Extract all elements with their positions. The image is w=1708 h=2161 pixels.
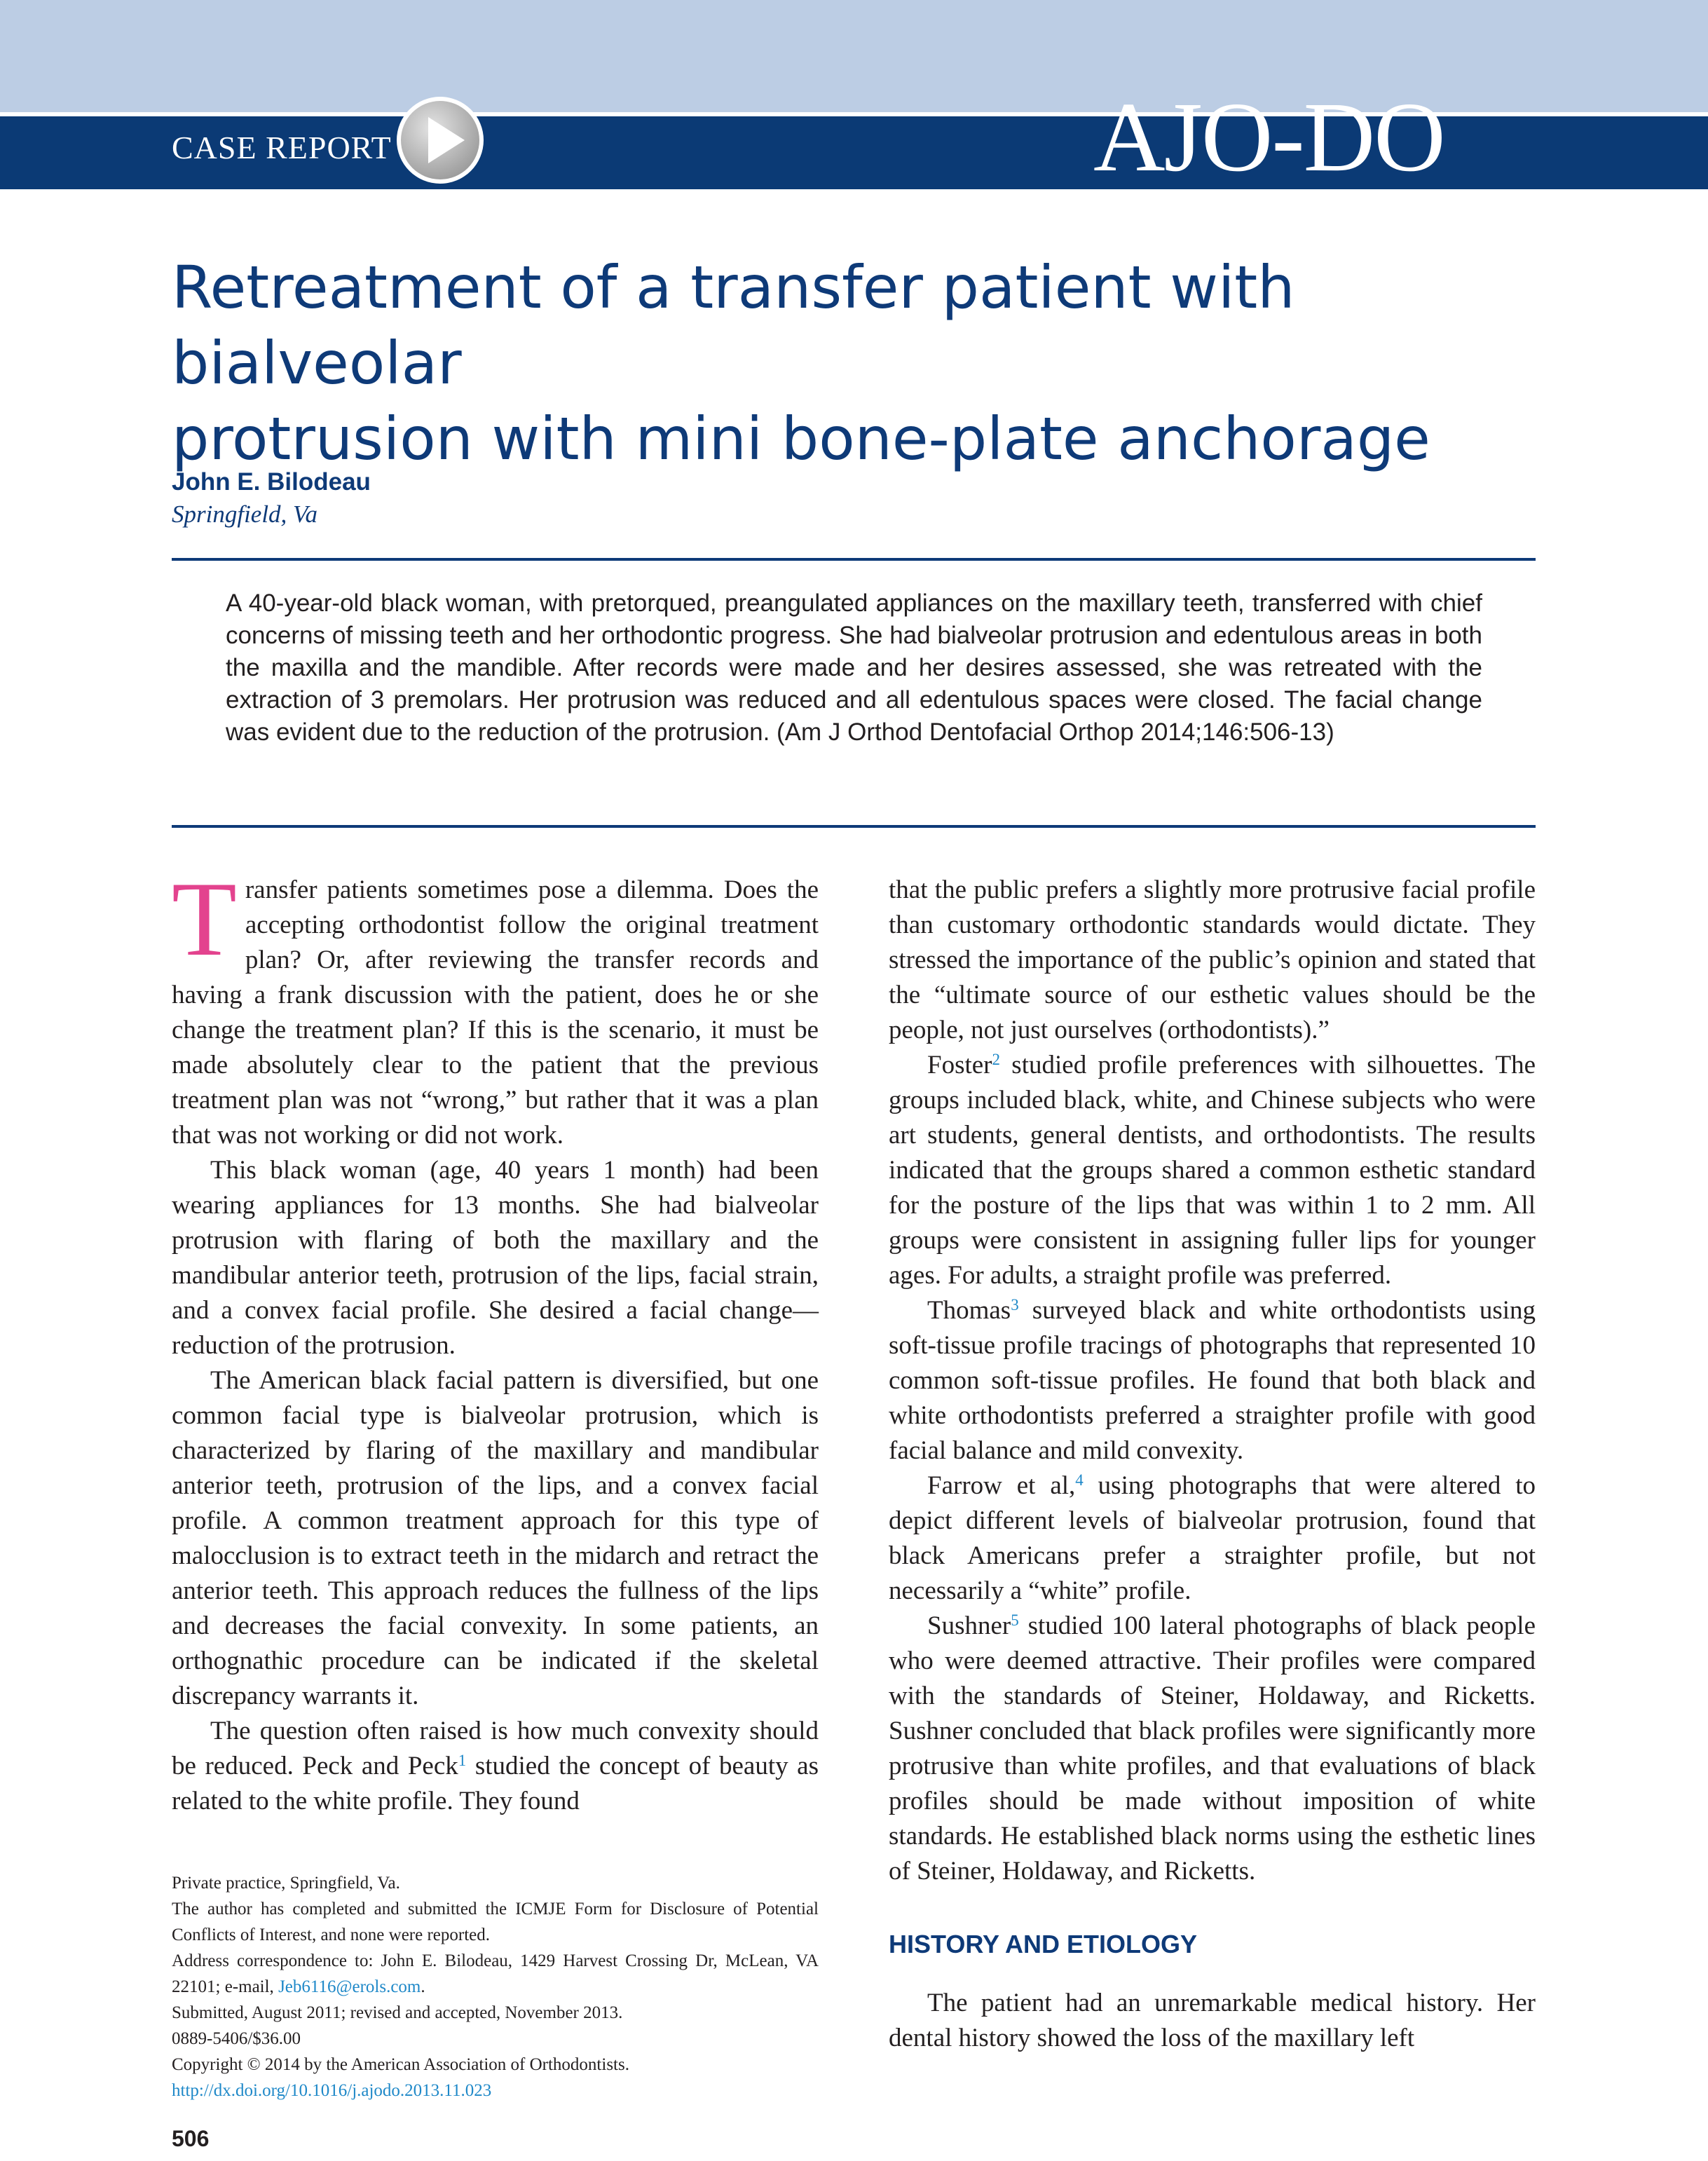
paragraph: This black woman (age, 40 years 1 month) had been wearing appliances for 13 months. She had bialveolar protrusion with flaring of both the maxillary and the mandibular anterior teeth, protrusion of the lips, facial strain, and a convex facial profile. She desired a facial change—reduction of the protrusion. <box>172 1156 819 1360</box>
email-link[interactable]: Jeb6116@erols.com <box>278 1977 421 1996</box>
footnote-copyright: Copyright © 2014 by the American Association of Orthodontists. <box>172 2055 629 2074</box>
paragraph-text: using photographs that were altered to depict different levels of bialveolar protrusion, found that black Americans prefer a straighter profile, but not necessarily a “white” profile. <box>889 1471 1536 1605</box>
article-title <box>172 250 1573 477</box>
abstract-top-rule <box>172 558 1536 561</box>
author-affiliation: Springfield, Va <box>172 500 318 528</box>
footnote-disclosure: The author has completed and submitted the ICMJE Form for Disclosure of Potential Conflicts of Interest, and none were reported. <box>172 1900 819 1944</box>
paragraph-text: Thomas <box>927 1296 1011 1325</box>
reference-link[interactable]: 5 <box>1011 1611 1019 1629</box>
author-name: John E. Bilodeau <box>172 468 371 496</box>
footnote-issn: 0889-5406/$36.00 <box>172 2029 301 2048</box>
section-label: CASE REPORT <box>172 130 392 165</box>
page-number: 506 <box>172 2126 210 2151</box>
drop-cap: T <box>172 860 237 978</box>
footnote-address <box>172 1948 819 2000</box>
body-column-left <box>172 860 819 1819</box>
paragraph <box>889 1293 1536 1468</box>
reference-link[interactable]: 3 <box>1011 1296 1019 1314</box>
reference-link[interactable]: 2 <box>992 1051 1000 1068</box>
section-heading: HISTORY AND ETIOLOGY <box>889 1930 1198 1958</box>
footnote-practice: Private practice, Springfield, Va. <box>172 1874 400 1893</box>
paragraph-text: studied the concept of beauty as related to the white profile. They found <box>172 1752 819 1815</box>
footnote-address-text: Address correspondence to: John E. Bilodeau, 1429 Harvest Crossing Dr, McLean, VA 22101; e-mail, <box>172 1951 819 1996</box>
paragraph <box>889 1468 1536 1609</box>
paragraph-text: Sushner <box>927 1611 1011 1640</box>
body-column-right <box>889 873 1536 2056</box>
footnote-submitted: Submitted, August 2011; revised and accepted, November 2013. <box>172 2003 623 2022</box>
paragraph: The patient had an unremarkable medical history. Her dental history showed the loss of the maxillary left <box>889 1989 1536 2052</box>
play-icon[interactable] <box>395 95 486 186</box>
paragraph-text: surveyed black and white orthodontists using soft-tissue profile tracings of photographs that represented 10 common soft-tissue profiles. He found that both black and white orthodontists preferred a straighter profile with good facial balance and mild convexity. <box>889 1296 1536 1465</box>
header-top-band <box>0 0 1708 112</box>
footnotes <box>172 1870 819 2104</box>
paragraph <box>889 1048 1536 1293</box>
journal-logo: AJO-DO <box>1093 81 1444 192</box>
paragraph: The American black facial pattern is diversified, but one common facial type is bialveolar protrusion, which is characterized by flaring of the maxillary and mandibular anterior teeth, protrusion of the lips, and a convex facial profile. A common treatment approach for this type of malocclusion is to extract teeth in the midarch and retract the anterior teeth. This approach reduces the fullness of the lips and decreases the facial convexity. In some patients, an orthognathic procedure can be indicated if the skeletal discrepancy warrants it. <box>172 1366 819 1710</box>
paragraph: that the public prefers a slightly more protrusive facial profile than customary orthodontic standards would dictate. They stressed the importance of the public’s opinion and stated that the “ultimate source of our esthetic values should be the people, not just ourselves (orthodontists).” <box>889 875 1536 1044</box>
paragraph-text: ransfer patients sometimes pose a dilemma. Does the accepting orthodontist follow the original treatment plan? Or, after reviewing the transfer records and having a frank discussion with the patient, does he or she change the treatment plan? If this is the scenario, it must be made absolutely clear to the patient that the previous treatment plan was not “wrong,” but rather that it was a plan that was not working or did not work. <box>172 875 819 1150</box>
paragraph-text: Foster <box>927 1051 992 1079</box>
paragraph-text: studied 100 lateral photographs of black people who were deemed attractive. Their profiles were compared with the standards of Steiner, Holdaway, and Ricketts. Sushner concluded that black profiles were significantly more protrusive than white profiles, and that evaluations of black profiles should be made without imposition of white standards. He established black norms using the esthetic lines of Steiner, Holdaway, and Ricketts. <box>889 1611 1536 1886</box>
paragraph-text: studied profile preferences with silhouettes. The groups included black, white, and Chinese subjects who were art students, general dentists, and orthodontists. The results indicated that the groups shared a common esthetic standard for the posture of the lips that was within 1 to 2 mm. All groups were consistent in assigning fuller lips for younger ages. For adults, a straight profile was preferred. <box>889 1051 1536 1290</box>
reference-link[interactable]: 1 <box>458 1752 467 1769</box>
abstract: A 40-year-old black woman, with pretorqued, preangulated appliances on the maxillary teeth, transferred with chief concerns of missing teeth and her orthodontic progress. She had bialveolar protrusion and edentulous areas in both the maxilla and the mandible. After records were made and her desires assessed, she was retreated with the extraction of 3 premolars. Her protrusion was reduced and all edentulous spaces were closed. The facial change was evident due to the reduction of the protrusion. (Am J Orthod Dentofacial Orthop 2014;146:506-13) <box>226 589 1482 746</box>
abstract-bottom-rule <box>172 825 1536 828</box>
doi-link[interactable]: http://dx.doi.org/10.1016/j.ajodo.2013.11.023 <box>172 2081 492 2100</box>
reference-link[interactable]: 4 <box>1075 1471 1084 1489</box>
title-line-1: Retreatment of a transfer patient with bialveolar <box>172 253 1295 397</box>
paragraph-text: Farrow et al, <box>927 1471 1076 1500</box>
title-line-2: protrusion with mini bone-plate anchorage <box>172 404 1430 473</box>
paragraph <box>172 860 819 1153</box>
footnote-address-end: . <box>421 1977 425 1996</box>
paragraph-text: The question often raised is how much convexity should be reduced. Peck and Peck <box>172 1717 819 1780</box>
paragraph <box>889 1609 1536 1889</box>
paragraph <box>172 1714 819 1819</box>
